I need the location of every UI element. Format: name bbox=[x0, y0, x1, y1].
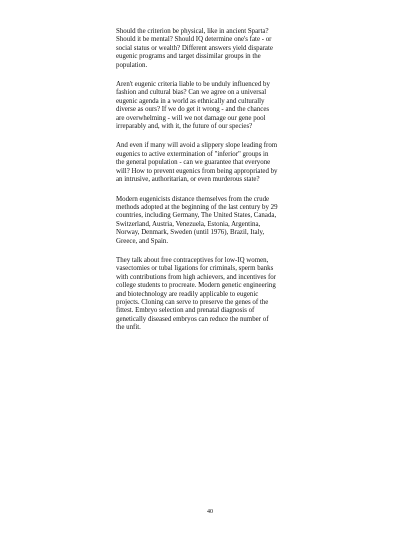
text-line: genetically diseased embryos can reduce the number of bbox=[116, 315, 269, 323]
text-line: the unfit. bbox=[116, 324, 141, 332]
text-line: will? How to prevent eugenics from being appropriated by bbox=[116, 167, 278, 175]
text-line: eugenics to active extermination of "inferior" groups in bbox=[116, 150, 269, 158]
paragraph bbox=[116, 81, 312, 131]
text-line: Should it be mental? Should IQ determine one's fate - or bbox=[116, 36, 272, 44]
text-line: Aren't eugenic criteria liable to be unduly influenced by bbox=[116, 81, 270, 89]
text-line: projects. Cloning can serve to preserve the genes of the bbox=[116, 298, 269, 306]
paragraph bbox=[116, 28, 312, 70]
body-text bbox=[116, 28, 312, 344]
text-line: And even if many will avoid a slippery slope leading from bbox=[116, 142, 278, 150]
page-number: 40 bbox=[207, 509, 213, 515]
text-line: irreparably and, with it, the future of our species? bbox=[116, 123, 253, 131]
text-line: They talk about free contraceptives for low-IQ women, bbox=[116, 256, 269, 264]
text-line: and biotechnology are readily applicable to eugenic bbox=[116, 290, 259, 298]
text-line: the general population - can we guarantee that everyone bbox=[116, 159, 271, 167]
text-line: countries, including Germany, The United States, Canada, bbox=[116, 212, 277, 220]
text-line: vasectomies or tubal ligations for criminals, sperm banks bbox=[116, 265, 274, 273]
text-line: Greece, and Spain. bbox=[116, 237, 169, 245]
text-line: Norway, Denmark, Sweden (until 1976), Brazil, Italy, bbox=[116, 229, 265, 237]
text-line: college students to procreate. Modern genetic engineering bbox=[116, 282, 276, 290]
text-line: eugenic programs and target dissimilar groups in the bbox=[116, 53, 261, 61]
text-line: with contributions from high achievers, and incentives for bbox=[116, 273, 276, 281]
text-line: are overwhelming - will we not damage our gene pool bbox=[116, 114, 266, 122]
text-line: fittest. Embryo selection and prenatal diagnosis of bbox=[116, 307, 255, 315]
text-line: Switzerland, Austria, Venezuela, Estonia, Argentina, bbox=[116, 220, 261, 228]
text-line: eugenic agenda in a world as ethnically and culturally bbox=[116, 97, 265, 105]
text-line: diverse as ours? If we do get it wrong - and the chances bbox=[116, 106, 270, 114]
text-line: Modern eugenicists distance themselves from the crude bbox=[116, 195, 270, 203]
text-line: methods adopted at the beginning of the last century by 29 bbox=[116, 203, 278, 211]
text-line: social status or wealth? Different answers yield disparate bbox=[116, 44, 273, 52]
text-line: fashion and cultural bias? Can we agree on a universal bbox=[116, 89, 267, 97]
paragraph bbox=[116, 257, 312, 333]
paragraph bbox=[116, 196, 312, 246]
text-line: an intrusive, authoritarian, or even murderous state? bbox=[116, 176, 260, 184]
paragraph bbox=[116, 142, 312, 184]
text-line: Should the criterion be physical, like in ancient Sparta? bbox=[116, 28, 269, 35]
text-line: population. bbox=[116, 61, 148, 69]
